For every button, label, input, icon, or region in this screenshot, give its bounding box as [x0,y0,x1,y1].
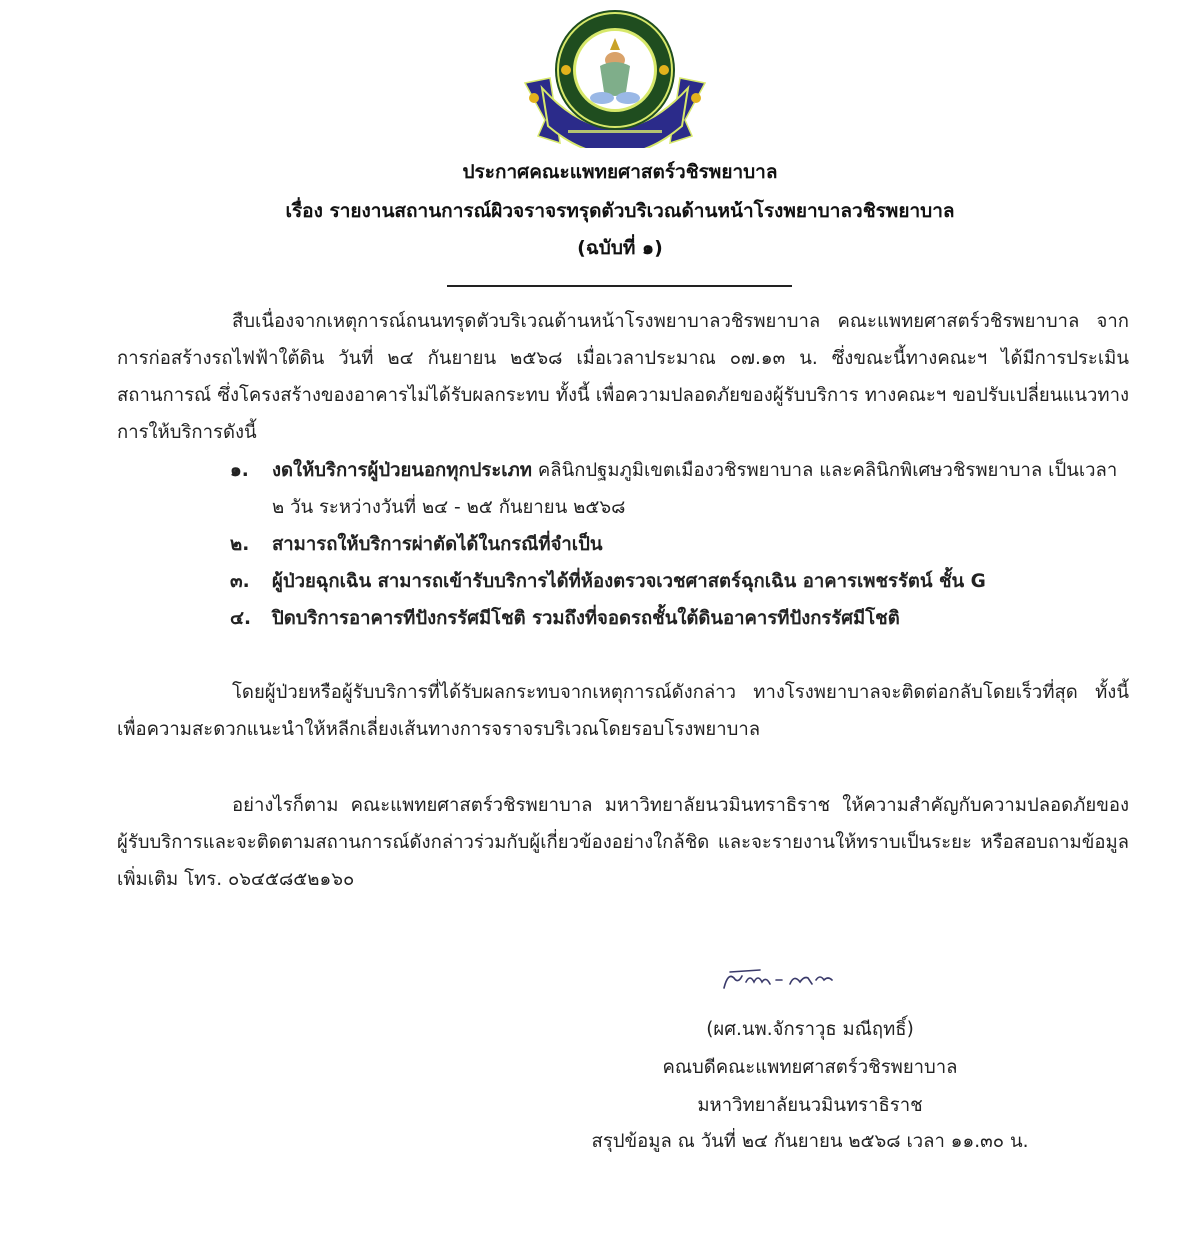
list-item-text: คลินิกปฐมภูมิเขตเมืองวชิรพยาบาล และคลินิกพิเศษวชิรพยาบาล เป็นเวลา ๒ วัน ระหว่างวันที่ ๒๔ - ๒๕ กันยายน ๒๕๖๘ [272,460,1118,518]
list-item-bold-text: ปิดบริการอาคารทีปังกรรัศมีโชติ รวมถึงที่จอดรถชั้นใต้ดินอาคารทีปังกรรัศมีโชติ [272,608,900,629]
list-item [230,526,1130,563]
faculty-seal-logo [520,8,710,148]
announcement-issue: (ฉบับที่ ๑) [577,237,663,259]
list-item [230,452,1130,526]
summary-timestamp: สรุปข้อมูล ณ วันที่ ๒๔ กันยายน ๒๕๖๘ เวลา ๑๑.๓๐ น. [591,1131,1029,1152]
seal-icon [520,8,710,148]
list-item-bold-text: สามารถให้บริการผ่าตัดได้ในกรณีที่จำเป็น [272,534,603,555]
service-changes-list [230,452,1130,637]
list-item-number: ๔. [230,608,252,629]
list-item [230,600,1130,637]
list-item-number: ๒. [230,534,250,555]
intro-paragraph: สืบเนื่องจากเหตุการณ์ถนนทรุดตัวบริเวณด้านหน้าโรงพยาบาลวชิรพยาบาล คณะแพทยศาสตร์วชิรพยาบาล จากการก่อสร้างรถไฟฟ้าใต้ดิน วันที่ ๒๔ กันยายน ๒๕๖๘ เมื่อเวลาประมาณ ๐๗.๑๓ น. ซึ่งขณะนี้ทางคณะฯ ได้มีการประเมินสถานการณ์ ซึ่งโครงสร้างของอาคารไม่ได้รับผลกระทบ ทั้งนี้ เพื่อความปลอดภัยของผู้รับบริการ ทางคณะฯ ขอปรับเปลี่ยนแนวทางการให้บริการดังนี้ [117,311,1129,443]
announcement-subject: เรื่อง รายงานสถานการณ์ผิวจราจรทรุดตัวบริเวณด้านหน้าโรงพยาบาลวชิรพยาบาล [285,200,955,222]
list-item-number: ๑. [230,460,249,481]
affected-patients-paragraph: โดยผู้ป่วยหรือผู้รับบริการที่ได้รับผลกระทบจากเหตุการณ์ดังกล่าว ทางโรงพยาบาลจะติดต่อกลับโดยเร็วที่สุด ทั้งนี้ เพื่อความสะดวกแนะนำให้หลีกเลี่ยงเส้นทางการจราจรบริเวณโดยรอบโรงพยาบาล [117,682,1129,740]
closing-paragraph: อย่างไรก็ตาม คณะแพทยศาสตร์วชิรพยาบาล มหาวิทยาลัยนวมินทราธิราช ให้ความสำคัญกับความปลอดภัยของผู้รับบริการและจะติดตามสถานการณ์ดังกล่าวร่วมกับผู้เกี่ยวข้องอย่างใกล้ชิด และจะรายงานให้ทราบเป็นระยะ หรือสอบถามข้อมูลเพิ่มเติม โทร. ๐๖๔๕๘๕๒๑๖๐ [117,795,1129,890]
list-item-bold-text: ผู้ป่วยฉุกเฉิน สามารถเข้ารับบริการได้ที่ห้องตรวจเวชศาสตร์ฉุกเฉิน อาคารเพชรรัตน์ ชั้น G [272,571,986,592]
list-item-number: ๓. [230,571,250,592]
signatory-name: (ผศ.นพ.จักราวุธ มณีฤทธิ์) [706,1019,914,1040]
signatory-position: คณบดีคณะแพทยศาสตร์วชิรพยาบาล [662,1057,958,1078]
handwritten-signature-icon [720,966,860,996]
header-divider [447,285,792,287]
list-item [230,563,1130,600]
signatory-university: มหาวิทยาลัยนวมินทราธิราช [697,1095,923,1116]
announcement-title: ประกาศคณะแพทยศาสตร์วชิรพยาบาล [462,161,778,183]
list-item-bold-text: งดให้บริการผู้ป่วยนอกทุกประเภท [272,460,532,481]
